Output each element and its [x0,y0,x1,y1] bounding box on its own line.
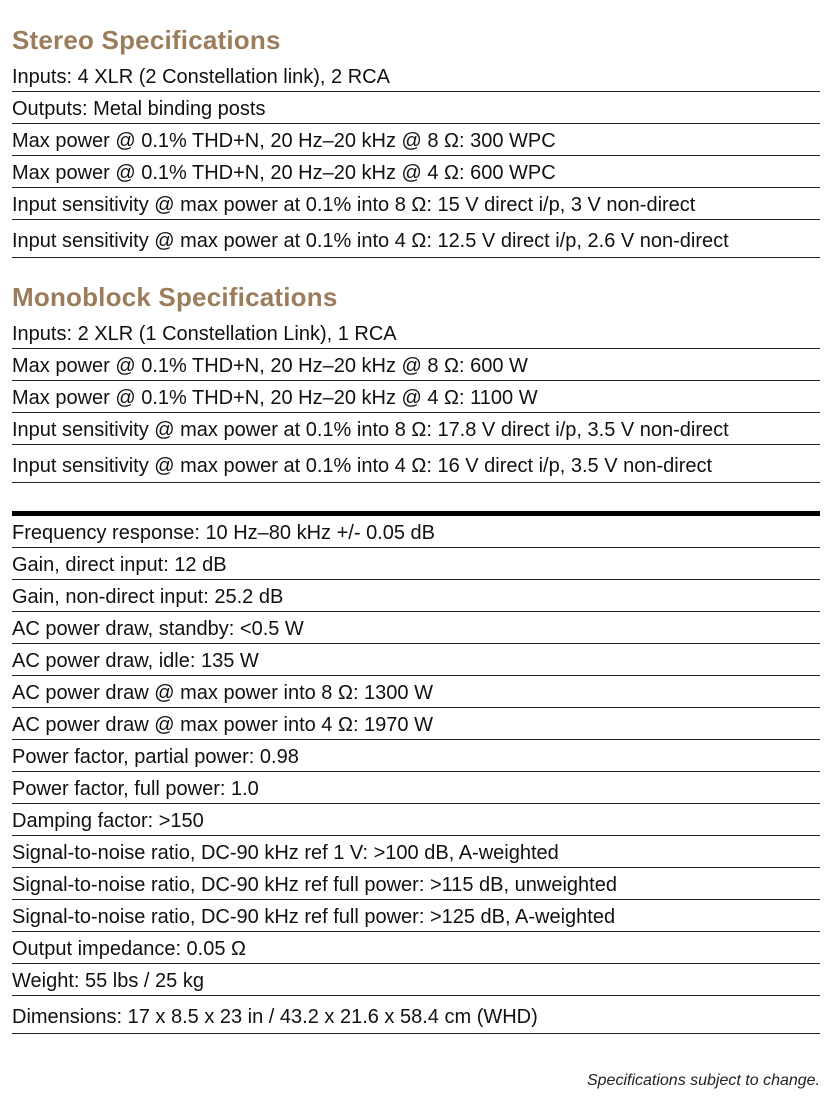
spec-row: Input sensitivity @ max power at 0.1% into 8 Ω: 15 V direct i/p, 3 V non-direct [12,188,820,220]
spec-row: Dimensions: 17 x 8.5 x 23 in / 43.2 x 21.6 x 58.4 cm (WHD) [12,996,820,1034]
spec-row: Max power @ 0.1% THD+N, 20 Hz–20 kHz @ 4 Ω: 1100 W [12,381,820,413]
spec-row: Max power @ 0.1% THD+N, 20 Hz–20 kHz @ 4 Ω: 600 WPC [12,156,820,188]
spec-row: Inputs: 4 XLR (2 Constellation link), 2 RCA [12,60,820,92]
spec-row: Power factor, partial power: 0.98 [12,740,820,772]
common-spec-list [12,516,820,1034]
spec-row: Weight: 55 lbs / 25 kg [12,964,820,996]
spec-row: Signal-to-noise ratio, DC-90 kHz ref 1 V: >100 dB, A-weighted [12,836,820,868]
monoblock-section-title: Monoblock Specifications [12,282,338,312]
spec-row: Max power @ 0.1% THD+N, 20 Hz–20 kHz @ 8 Ω: 600 W [12,349,820,381]
spec-sheet [12,20,820,1034]
spec-row: Signal-to-noise ratio, DC-90 kHz ref full power: >125 dB, A-weighted [12,900,820,932]
spec-row: Inputs: 2 XLR (1 Constellation Link), 1 RCA [12,317,820,349]
footnote: Specifications subject to change. [586,1072,820,1089]
spec-row: AC power draw @ max power into 8 Ω: 1300 W [12,676,820,708]
spec-row: AC power draw, idle: 135 W [12,644,820,676]
spec-row: Gain, direct input: 12 dB [12,548,820,580]
section-gap [12,258,820,277]
spec-row: Damping factor: >150 [12,804,820,836]
spec-row: Output impedance: 0.05 Ω [12,932,820,964]
stereo-section-title: Stereo Specifications [12,25,281,55]
spec-row: AC power draw @ max power into 4 Ω: 1970 W [12,708,820,740]
spec-row: Outputs: Metal binding posts [12,92,820,124]
spec-row: Gain, non-direct input: 25.2 dB [12,580,820,612]
stereo-spec-list [12,60,820,258]
spec-row: Input sensitivity @ max power at 0.1% into 4 Ω: 12.5 V direct i/p, 2.6 V non-direct [12,220,820,258]
spec-row: Power factor, full power: 1.0 [12,772,820,804]
spec-row: Frequency response: 10 Hz–80 kHz +/- 0.05 dB [12,516,820,548]
spec-row: AC power draw, standby: <0.5 W [12,612,820,644]
spec-row: Max power @ 0.1% THD+N, 20 Hz–20 kHz @ 8 Ω: 300 WPC [12,124,820,156]
spec-row: Input sensitivity @ max power at 0.1% into 4 Ω: 16 V direct i/p, 3.5 V non-direct [12,445,820,483]
spec-row: Input sensitivity @ max power at 0.1% into 8 Ω: 17.8 V direct i/p, 3.5 V non-direct [12,413,820,445]
spec-row: Signal-to-noise ratio, DC-90 kHz ref full power: >115 dB, unweighted [12,868,820,900]
monoblock-spec-list [12,317,820,483]
section-gap [12,483,820,511]
